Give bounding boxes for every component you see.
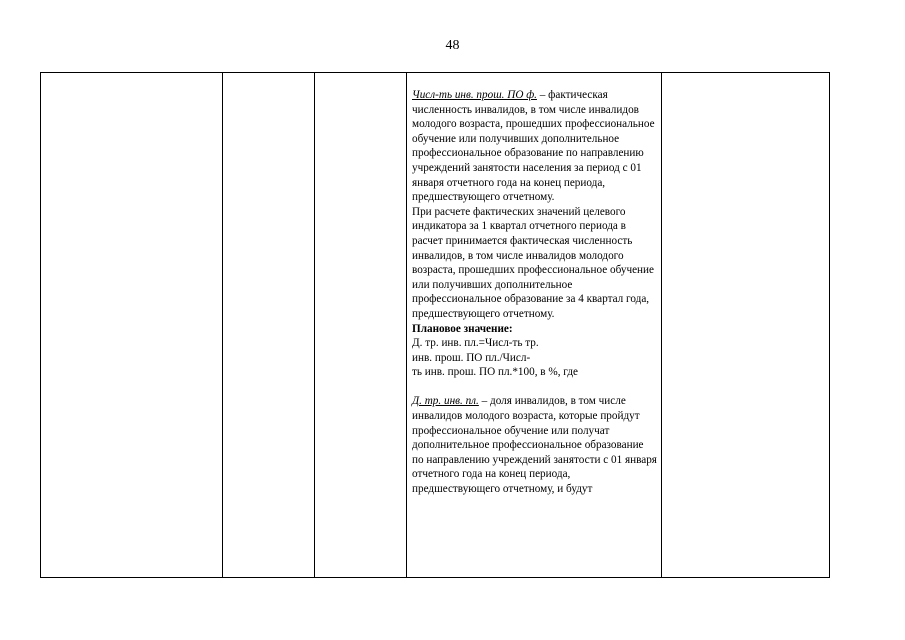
methodology-text: [407, 73, 661, 577]
formula-line-2: инв. прош. ПО пл./Числ-: [412, 351, 531, 364]
term-planned-share: Д. тр. инв. пл.: [412, 395, 479, 408]
table-cell-col2: [223, 73, 315, 578]
table-cell-col5: [662, 73, 830, 578]
definition-actual-count: – фактическая численность инвалидов, в том числе инвалидов молодого возраста, прошедших профессиональное обучение или получивших дополнительное профессиональное образование по направлению учреждений занятости населения за период с 01 января отчетного года на конец периода, предшествующего отчетному.: [412, 89, 655, 204]
heading-planned-value: Плановое значение:: [412, 322, 513, 335]
paragraph-planned-share-definition: [412, 394, 657, 496]
indicator-table: [40, 72, 830, 578]
spacer: [412, 380, 657, 395]
table-cell-methodology: [407, 73, 662, 578]
paragraph-quarter-calculation: При расчете фактических значений целевого индикатора за 1 квартал отчетного периода в расчет принимается фактическая численность инвалидов, в том числе инвалидов молодого возраста, прошедших профессиональное обучение или получивших дополнительное профессиональное образование за 4 квартал года, предшествующего отчетному.: [412, 205, 655, 320]
paragraph-actual-count-definition: [412, 88, 657, 205]
page-number: 48: [445, 38, 460, 53]
formula-line-3: ть инв. прош. ПО пл.*100, в %, где: [412, 366, 578, 379]
table-cell-col1: [41, 73, 223, 578]
table-row: [41, 73, 830, 578]
term-actual-count: Числ-ть инв. прош. ПО ф.: [412, 89, 537, 101]
table-cell-col3: [315, 73, 407, 578]
definition-planned-share: – доля инвалидов, в том числе инвалидов молодого возраста, которые пройдут профессиональное обучение или получат дополнительное профессиональное образование по направлению учреждений занятости с 01 января отчетного года на конец периода, предшествующего отчетному, и будут: [412, 395, 657, 496]
formula-line-1: Д. тр. инв. пл.=Числ-ть тр.: [412, 337, 539, 350]
